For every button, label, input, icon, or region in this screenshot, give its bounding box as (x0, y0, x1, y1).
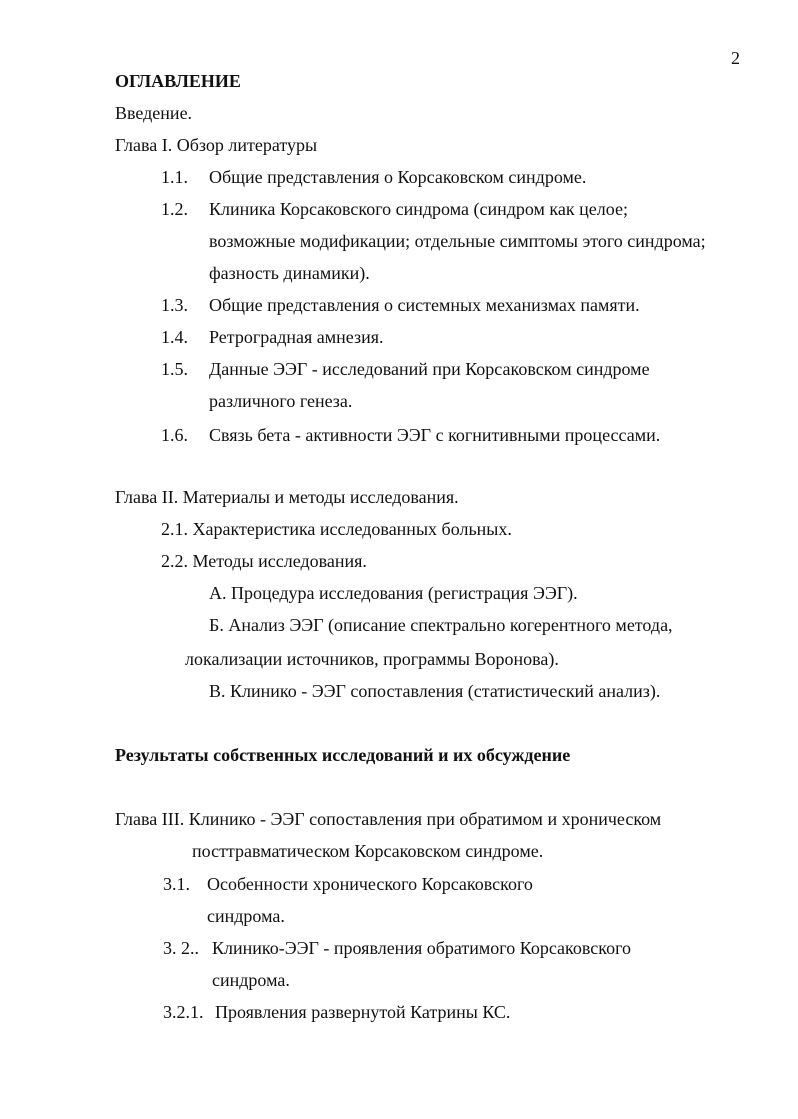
chapter-1-title: Глава I. Обзор литературы (115, 135, 318, 155)
chapter-2-title: Глава II. Материалы и методы исследования. (115, 487, 459, 507)
toc-item-1-3-text: Общие представления о системных механизмах памяти. (209, 295, 640, 315)
toc-item-1-2-num: 1.2. (161, 199, 188, 219)
toc-item-3-2-num: 3. 2.. (163, 938, 199, 958)
toc-item-3-1-num: 3.1. (163, 874, 190, 894)
toc-item-1-5-num: 1.5. (161, 359, 188, 379)
toc-subitem-v: В. Клинико - ЭЭГ сопоставления (статистический анализ). (209, 681, 661, 701)
toc-item-3-2-text: синдрома. (212, 970, 290, 990)
toc-subitem-b-cont: локализации источников, программы Воронова). (185, 649, 559, 669)
toc-item-2-1: 2.1. Характеристика исследованных больных. (161, 519, 512, 539)
toc-item-1-1-num: 1.1. (161, 167, 188, 187)
toc-item-1-3-num: 1.3. (161, 295, 188, 315)
toc-intro: Введение. (115, 103, 193, 123)
toc-item-1-2-text: возможные модификации; отдельные симптомы этого синдрома; (209, 231, 706, 251)
toc-item-3-2-1-text: Проявления развернутой Катрины КС. (215, 1002, 511, 1022)
toc-item-1-6-text: Связь бета - активности ЭЭГ с когнитивными процессами. (209, 425, 661, 445)
toc-heading: ОГЛАВЛЕНИЕ (115, 71, 241, 91)
toc-item-1-2-text: фазность динамики). (209, 263, 370, 283)
toc-item-1-6-num: 1.6. (161, 425, 188, 445)
chapter-3-title-cont: посттравматическом Корсаковском синдроме. (192, 841, 544, 861)
toc-item-1-1-text: Общие представления о Корсаковском синдроме. (209, 167, 587, 187)
toc-subitem-b: Б. Анализ ЭЭГ (описание спектрально когерентного метода, (209, 615, 673, 635)
results-heading: Результаты собственных исследований и их обсуждение (115, 745, 571, 765)
toc-item-1-5-text: Данные ЭЭГ - исследований при Корсаковском синдроме (209, 359, 650, 379)
chapter-3-title: Глава III. Клинико - ЭЭГ сопоставления при обратимом и хроническом (115, 809, 662, 829)
toc-item-3-1-text: синдрома. (207, 906, 285, 926)
page-number: 2 (731, 48, 740, 68)
toc-item-2-2: 2.2. Методы исследования. (161, 551, 367, 571)
toc-item-3-2-1-num: 3.2.1. (163, 1002, 204, 1022)
toc-item-1-4-text: Ретроградная амнезия. (209, 327, 384, 347)
toc-item-3-1-text: Особенности хронического Корсаковского (207, 874, 533, 894)
toc-item-3-2-text: Клинико-ЭЭГ - проявления обратимого Корсаковского (212, 938, 632, 958)
toc-item-1-5-text: различного генеза. (209, 391, 353, 411)
toc-subitem-a: А. Процедура исследования (регистрация ЭЭГ). (209, 583, 578, 603)
toc-item-1-4-num: 1.4. (161, 327, 188, 347)
toc-item-1-2-text: Клиника Корсаковского синдрома (синдром как целое; (209, 199, 628, 219)
